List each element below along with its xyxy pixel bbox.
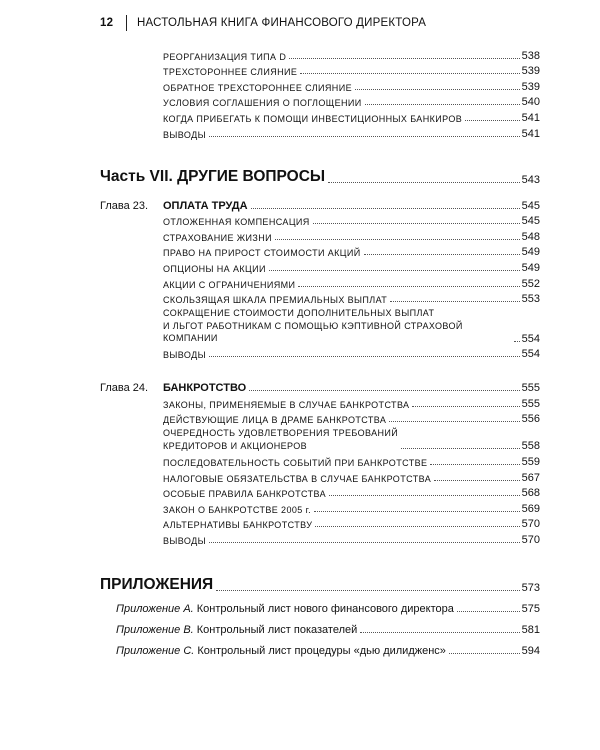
toc-entry-multiline[interactable] <box>100 305 540 345</box>
toc-entry-page: 549 <box>521 261 540 274</box>
leader-dots <box>275 238 520 240</box>
toc-entry-page: 541 <box>521 111 540 124</box>
toc-entry-label: АКЦИИ С ОГРАНИЧЕНИЯМИ <box>163 279 296 290</box>
toc-entry-label <box>163 427 398 452</box>
appendix-prefix: Приложение В. <box>116 623 194 636</box>
toc-entry-label: ОТЛОЖЕННАЯ КОМПЕНСАЦИЯ <box>163 217 310 228</box>
leader-dots <box>249 389 519 391</box>
toc-entry-label: ДЕЙСТВУЮЩИЕ ЛИЦА В ДРАМЕ БАНКРОТСТВА <box>163 415 387 426</box>
toc-entry-label: СТРАХОВАНИЕ ЖИЗНИ <box>163 232 272 243</box>
chapter-heading-23[interactable] <box>100 190 540 212</box>
toc-entry[interactable] <box>100 77 540 93</box>
toc-entry-page: 568 <box>521 487 540 500</box>
toc-entry-page: 558 <box>521 440 540 453</box>
leader-dots <box>251 207 520 209</box>
leader-dots <box>364 253 520 255</box>
toc-entry[interactable] <box>100 124 540 140</box>
toc-entry-label: АЛЬТЕРНАТИВЫ БАНКРОТСТВУ <box>163 520 313 531</box>
leader-dots <box>449 652 520 654</box>
leader-dots <box>209 135 520 137</box>
toc-entry-line-1: СОКРАЩЕНИЕ СТОИМОСТИ ДОПОЛНИТЕЛЬНЫХ ВЫПЛАТ <box>163 308 435 319</box>
toc-entry-page: 548 <box>521 230 540 243</box>
toc-entry-label: НАЛОГОВЫЕ ОБЯЗАТЕЛЬСТВА В СЛУЧАЕ БАНКРОТСТВА <box>163 473 432 484</box>
leader-dots <box>269 269 520 271</box>
toc-entry-line-2: КРЕДИТОРОВ И АКЦИОНЕРОВ <box>163 440 308 451</box>
appendices-heading[interactable] <box>100 568 540 594</box>
toc-entry-page: 556 <box>521 413 540 426</box>
toc-entry-page: 549 <box>521 246 540 259</box>
toc-entry-label: ВЫВОДЫ <box>163 350 206 361</box>
toc-entry-label: ПОСЛЕДОВАТЕЛЬНОСТЬ СОБЫТИЙ ПРИ БАНКРОТСТВЕ <box>163 458 428 468</box>
toc-entry-label <box>163 505 311 515</box>
toc-entry-label <box>163 307 511 345</box>
toc-entry-label: ВЫВОДЫ <box>163 129 206 140</box>
toc-entry[interactable] <box>100 212 540 228</box>
toc-entry[interactable] <box>100 93 540 109</box>
leader-dots <box>328 181 520 183</box>
toc-entry-label: ОПЦИОНЫ НА АКЦИИ <box>163 263 266 274</box>
toc-entry[interactable] <box>100 515 540 531</box>
appendix-entry[interactable] <box>100 636 540 657</box>
part-title: Часть VII. ДРУГИЕ ВОПРОСЫ <box>100 167 326 185</box>
toc-entry[interactable] <box>100 46 540 62</box>
appendix-entry[interactable] <box>100 594 540 615</box>
leader-dots <box>314 510 520 512</box>
leader-dots <box>412 405 519 407</box>
chapter-page: 545 <box>521 199 540 212</box>
toc-entry-page: 570 <box>521 533 540 546</box>
appendix-title: Контрольный лист показателей <box>193 623 358 636</box>
running-header <box>100 12 540 34</box>
toc-entry[interactable] <box>100 345 540 361</box>
leader-dots <box>209 355 520 357</box>
toc-entry-page: 541 <box>521 127 540 140</box>
toc-entry-page: 554 <box>521 348 540 361</box>
toc-entry[interactable] <box>100 410 540 426</box>
appendix-entry[interactable] <box>100 615 540 636</box>
toc-entry[interactable] <box>100 452 540 468</box>
toc-entry-label: ЗАКОНЫ, ПРИМЕНЯЕМЫЕ В СЛУЧАЕ БАНКРОТСТВА <box>163 399 410 410</box>
leader-dots <box>289 57 519 59</box>
leader-dots <box>298 285 519 287</box>
chapter-number: Глава 24. <box>100 382 149 395</box>
toc-entry-page: 540 <box>521 96 540 109</box>
toc-entry[interactable] <box>100 468 540 484</box>
leader-dots <box>209 541 520 543</box>
toc-entry-label: УСЛОВИЯ СОГЛАШЕНИЯ О ПОГЛОЩЕНИИ <box>163 98 362 109</box>
toc-entry-page: 555 <box>521 397 540 410</box>
toc-entry-label: ОСОБЫЕ ПРАВИЛА БАНКРОТСТВА <box>163 489 326 500</box>
appendix-title: Контрольный лист процедуры «дью дилидженс» <box>194 644 446 657</box>
page-number: 12 <box>100 17 114 29</box>
part-heading[interactable] <box>100 160 540 186</box>
leader-dots <box>355 88 520 90</box>
toc-entry-page: 570 <box>521 518 540 531</box>
leader-dots <box>514 340 520 342</box>
leader-dots <box>216 589 519 591</box>
appendices-title: ПРИЛОЖЕНИЯ <box>100 575 214 593</box>
leader-dots <box>389 420 519 422</box>
toc-entry-page: 569 <box>521 502 540 515</box>
appendix-prefix: Приложение С. <box>116 644 195 657</box>
toc-entry[interactable] <box>100 499 540 515</box>
appendix-label <box>116 645 446 657</box>
toc-entry-line-1: ОЧЕРЕДНОСТЬ УДОВЛЕТВОРЕНИЯ ТРЕБОВАНИЙ <box>163 428 399 439</box>
toc-entry-line-2: И ЛЬГОТ РАБОТНИКАМ С ПОМОЩЬЮ КЭПТИВНОЙ СТРАХОВОЙ КОМПАНИИ <box>163 320 463 344</box>
leader-dots <box>365 103 520 105</box>
toc-entry-label: РЕОРГАНИЗАЦИЯ ТИПА D <box>163 51 287 62</box>
table-of-contents <box>100 46 540 657</box>
leader-dots <box>313 222 520 224</box>
toc-entry-page: 554 <box>521 332 540 345</box>
toc-entry[interactable] <box>100 394 540 410</box>
part-page: 543 <box>521 173 540 186</box>
chapter-title: ОПЛАТА ТРУДА <box>163 199 248 212</box>
leader-dots <box>300 72 519 74</box>
toc-entry-multiline[interactable] <box>100 425 540 452</box>
toc-entry-label: ОБРАТНОЕ ТРЕХСТОРОННЕЕ СЛИЯНИЕ <box>163 82 352 93</box>
chapter-number: Глава 23. <box>100 199 149 212</box>
appendix-page: 594 <box>521 644 540 657</box>
leader-dots <box>390 300 519 302</box>
toc-entry-label: ТРЕХСТОРОННЕЕ СЛИЯНИЕ <box>163 67 298 78</box>
toc-entry-page: 538 <box>521 49 540 62</box>
chapter-title: БАНКРОТСТВО <box>163 382 247 395</box>
leader-dots <box>315 525 519 527</box>
toc-entry[interactable] <box>100 484 540 500</box>
leader-dots <box>457 610 520 612</box>
toc-entry[interactable] <box>100 108 540 124</box>
appendix-page: 581 <box>521 623 540 636</box>
toc-entry-page: 553 <box>521 293 540 306</box>
toc-entry-page: 567 <box>521 471 540 484</box>
leader-dots <box>430 463 519 465</box>
toc-entry[interactable] <box>100 530 540 546</box>
appendix-label <box>116 603 454 615</box>
leader-dots <box>401 447 519 449</box>
leader-dots <box>360 631 519 633</box>
chapter-heading-24[interactable] <box>100 372 540 394</box>
leader-dots <box>465 119 520 121</box>
appendix-title: Контрольный лист нового финансового директора <box>193 602 454 615</box>
toc-entry[interactable] <box>100 290 540 306</box>
law-label: ЗАКОН О БАНКРОТСТВЕ 2005 <box>163 504 303 515</box>
header-separator <box>126 15 127 31</box>
toc-entry-page: 552 <box>521 277 540 290</box>
leader-dots <box>434 479 520 481</box>
toc-entry-page: 539 <box>521 65 540 78</box>
appendix-label <box>116 624 357 636</box>
appendices-page: 573 <box>521 581 540 594</box>
toc-entry[interactable] <box>100 243 540 259</box>
appendix-prefix: Приложение А. <box>116 602 194 615</box>
toc-entry-page: 545 <box>521 215 540 228</box>
toc-entry[interactable] <box>100 227 540 243</box>
toc-entry-label: КОГДА ПРИБЕГАТЬ К ПОМОЩИ ИНВЕСТИЦИОННЫХ БАНКИРОВ <box>163 113 463 124</box>
book-title: НАСТОЛЬНАЯ КНИГА ФИНАНСОВОГО ДИРЕКТОРА <box>137 17 427 29</box>
toc-entry-page: 539 <box>521 80 540 93</box>
chapter-page: 555 <box>521 382 540 395</box>
toc-entry-label: ВЫВОДЫ <box>163 535 206 546</box>
toc-entry[interactable] <box>100 62 540 78</box>
toc-entry[interactable] <box>100 274 540 290</box>
toc-entry-label: СКОЛЬЗЯЩАЯ ШКАЛА ПРЕМИАЛЬНЫХ ВЫПЛАТ <box>163 295 388 306</box>
appendix-page: 575 <box>521 602 540 615</box>
toc-entry-label: ПРАВО НА ПРИРОСТ СТОИМОСТИ АКЦИЙ <box>163 248 361 259</box>
toc-entry[interactable] <box>100 258 540 274</box>
leader-dots <box>329 494 520 496</box>
law-suffix: г. <box>302 504 312 515</box>
toc-entry-page: 559 <box>521 456 540 468</box>
